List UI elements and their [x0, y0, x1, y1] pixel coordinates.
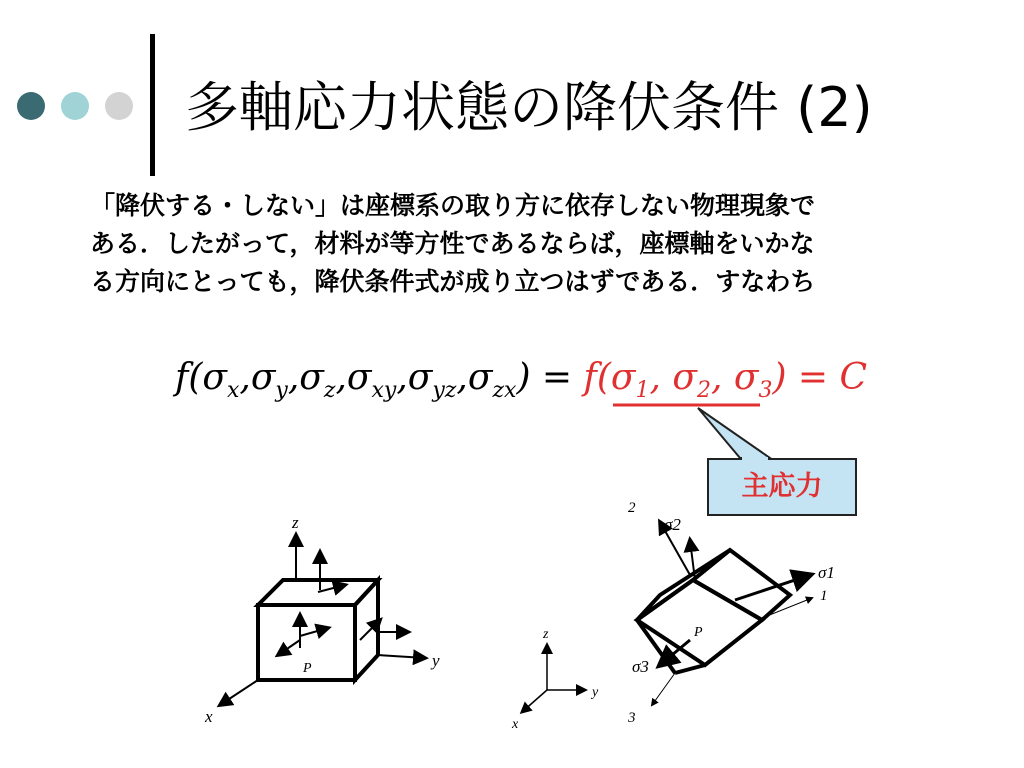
sigma-1-label: σ1 [818, 563, 835, 582]
principal-point-p: P [694, 625, 703, 640]
callout-pointer [698, 408, 770, 458]
paragraph-line: ある．したがって，材料が等方性であるならば，座標軸をいかな [90, 229, 815, 258]
paragraph-line: 「降伏する・しない」は座標系の取り方に依存しない物理現象で [90, 191, 816, 220]
small-axis-x: x [512, 717, 519, 732]
sigma-3-label: σ3 [632, 657, 649, 676]
axis-label-y: y [432, 651, 440, 670]
paragraph-line: る方向にとっても，降伏条件式が成り立つはずである．すなわち [90, 267, 816, 296]
principal-axis-2: 2 [628, 500, 636, 516]
principal-stress-callout: 主応力 [707, 458, 857, 516]
small-axis-y: y [592, 685, 599, 700]
slide-title: 多軸応力状態の降伏条件 (2) [185, 76, 873, 139]
axis-label-x: x [205, 707, 213, 726]
principal-stress-expression: $f(\sigma_1$, $\sigma_2$, $\sigma_3) = C$ [583, 357, 868, 404]
stress-cube-xyz [220, 535, 425, 705]
principal-axis-3: 3 [628, 710, 636, 726]
sigma-2-label: σ2 [664, 515, 681, 534]
axis-label-z: z [292, 513, 299, 532]
small-axis-z: z [543, 627, 549, 642]
yield-equation: $f(\sigma_x,\sigma_y,\sigma_z,\sigma_{xy},\sigma_{yz},\sigma_{zx}) = f(\sigma_1$, $\sigma_2$, $\sigma_3) = C$ [175, 357, 868, 404]
principal-axis-1: 1 [820, 588, 828, 604]
coordinate-axes-small [522, 645, 585, 712]
stress-cube-principal [637, 522, 812, 705]
point-label-p: P [303, 661, 312, 676]
